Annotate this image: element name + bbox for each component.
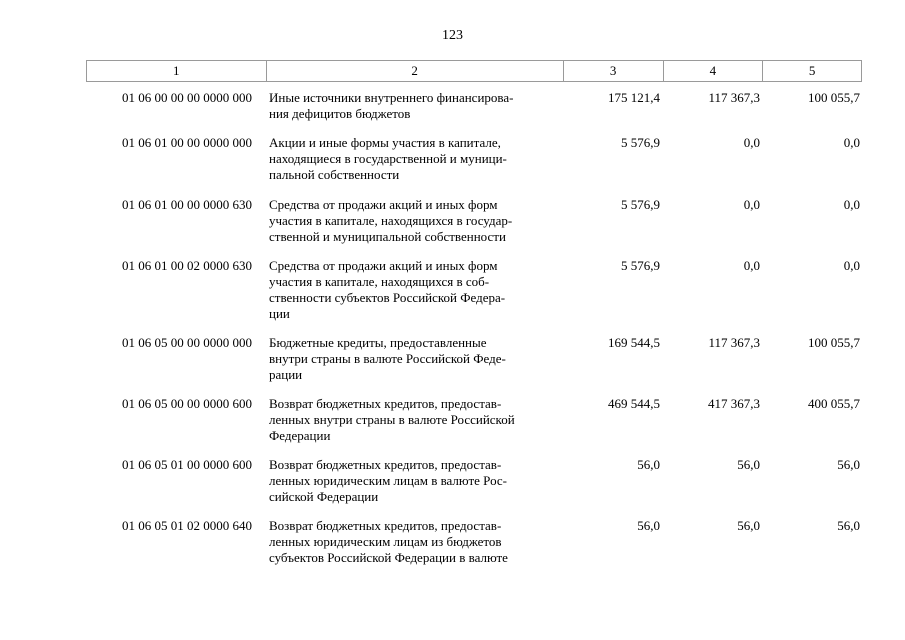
table-row [86,518,862,566]
value-col-4: 117 367,3 [708,90,760,105]
description-line: Средства от продажи акций и иных форм [269,197,498,212]
description-line: Акции и иные формы участия в капитале, [269,135,501,150]
description-line: ленных юридическим лицам в валюте Рос- [269,473,507,488]
description-line: Возврат бюджетных кредитов, предостав- [269,396,502,411]
description-line: Бюджетные кредиты, предоставленные [269,335,487,350]
value-col-3: 5 576,9 [621,197,660,212]
description-line: ленных внутри страны в валюте Российской [269,412,515,427]
description-line: внутри страны в валюте Российской Феде- [269,351,506,366]
description-line: субъектов Российской Федерации в валюте [269,550,508,565]
row-description [266,457,564,505]
value-col-5: 56,0 [837,518,860,533]
value-col-4: 56,0 [737,457,760,472]
description-line: Средства от продажи акций и иных форм [269,258,498,273]
row-description [266,518,564,566]
description-line: ленных юридическим лицам из бюджетов [269,534,502,549]
table-row [86,396,862,444]
value-col-3: 5 576,9 [621,258,660,273]
value-col-4: 0,0 [743,197,760,212]
description-line: рации [269,367,303,382]
budget-code: 01 06 05 00 00 0000 000 [122,335,252,350]
value-col-4: 56,0 [737,518,760,533]
row-description [266,90,564,122]
value-col-3: 56,0 [637,518,660,533]
description-line: участия в капитале, находящихся в государ- [269,213,513,228]
table-row [86,335,862,383]
budget-code: 01 06 01 00 00 0000 630 [122,197,252,212]
table-header-row [86,60,862,82]
column-header-2: 2 [267,61,564,81]
description-line: ственной и муниципальной собственности [269,229,506,244]
row-description [266,197,564,245]
value-col-5: 400 055,7 [808,396,860,411]
table-row [86,457,862,505]
description-line: пальной собственности [269,167,400,182]
row-description [266,335,564,383]
table-row [86,90,862,122]
column-header-5: 5 [808,63,816,78]
page-number: 123 [442,28,463,43]
column-header-3: 3 [564,61,664,81]
value-col-3: 56,0 [637,457,660,472]
table-row [86,197,862,245]
budget-code: 01 06 05 01 02 0000 640 [122,518,252,533]
description-line: Иные источники внутреннего финансирова- [269,90,514,105]
description-line: Возврат бюджетных кредитов, предостав- [269,457,502,472]
value-col-3: 469 544,5 [608,396,660,411]
value-col-4: 0,0 [743,135,760,150]
value-col-5: 0,0 [843,197,860,212]
value-col-4: 117 367,3 [708,335,760,350]
value-col-5: 0,0 [843,258,860,273]
row-description [266,135,564,183]
table-row [86,135,862,183]
row-description [266,396,564,444]
column-header-1: 1 [87,61,267,81]
value-col-3: 175 121,4 [608,90,660,105]
budget-code: 01 06 05 01 00 0000 600 [122,457,252,472]
value-col-5: 100 055,7 [808,335,860,350]
value-col-4: 0,0 [743,258,760,273]
value-col-3: 169 544,5 [608,335,660,350]
value-col-4: 417 367,3 [708,396,760,411]
description-line: ния дефицитов бюджетов [269,106,411,121]
value-col-5: 100 055,7 [808,90,860,105]
description-line: находящиеся в государственной и муници- [269,151,507,166]
description-line: сийской Федерации [269,489,379,504]
column-header-4: 4 [664,61,764,81]
description-line: ственности субъектов Российской Федера- [269,290,506,305]
budget-code: 01 06 00 00 00 0000 000 [122,90,252,105]
budget-code: 01 06 05 00 00 0000 600 [122,396,252,411]
description-line: Возврат бюджетных кредитов, предостав- [269,518,502,533]
description-line: участия в капитале, находящихся в соб- [269,274,490,289]
budget-code: 01 06 01 00 00 0000 000 [122,135,252,150]
table-row [86,258,862,322]
value-col-3: 5 576,9 [621,135,660,150]
budget-code: 01 06 01 00 02 0000 630 [122,258,252,273]
value-col-5: 0,0 [843,135,860,150]
value-col-5: 56,0 [837,457,860,472]
description-line: Федерации [269,428,331,443]
description-line: ции [269,306,290,321]
row-description [266,258,564,322]
